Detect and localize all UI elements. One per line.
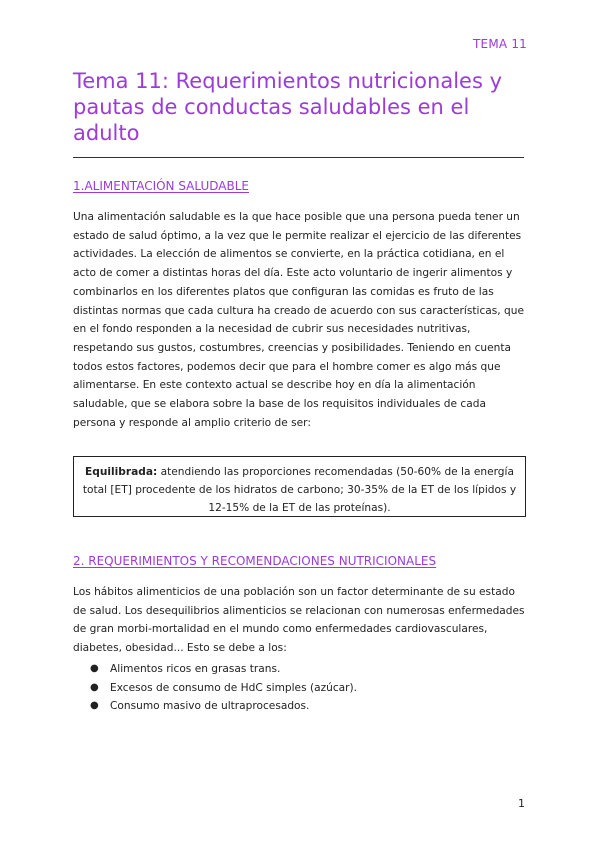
page-title: Tema 11: Requerimientos nutricionales y pautas de conductas saludables en el adulto	[73, 69, 502, 145]
list-item: ● Alimentos ricos en grasas trans.	[73, 660, 527, 679]
bullet-list	[73, 660, 527, 716]
page-number: 1	[518, 797, 525, 810]
list-item: ● Consumo masivo de ultraprocesados.	[73, 697, 527, 716]
section-1-paragraph: Una alimentación saludable es la que hace posible que una persona pueda tener un estado de salud óptimo, a la vez que le permite realizar el ejercicio de las diferentes actividades. La elección de alimentos se convierte, en la práctica cotidiana, en el acto de comer a distintas horas del día. Este acto voluntario de ingerir alimentos y combinarlos en los diferentes platos que configuran las comidas es fruto de las distintas normas que cada cultura ha creado de acuerdo con sus características, que en el fondo responden a la necesidad de cubrir sus necesidades nutritivas, respetando sus gustos, costumbres, creencias y posibilidades. Teniendo en cuenta todos estos factores, podemos decir que para el hombre comer es algo más que alimentarse. En este contexto actual se describe hoy en día la alimentación saludable, que se elabora sobre la base de los requisitos individuales de cada persona y responde al amplio criterio de ser:	[73, 211, 524, 429]
bullet-icon: ●	[90, 700, 99, 711]
bullet-icon: ●	[90, 681, 99, 693]
section-heading-requerimientos: 2. REQUERIMIENTOS Y RECOMENDACIONES NUTRICIONALES	[73, 554, 437, 568]
title-divider	[73, 157, 524, 158]
list-item: ● Excesos de consumo de HdC simples (azúcar).	[73, 679, 527, 698]
definition-text: atendiendo las proporciones recomendadas (50-60% de la energía total [ET] procedente de los hidratos de carbono; 30-35% de la ET de los lípidos y 12-15% de la ET de las proteínas).	[82, 466, 517, 514]
section-2-paragraph: Los hábitos alimenticios de una población son un factor determinante de su estado de salud. Los desequilibrios alimenticios se relacionan con numerosas enfermedades de gran morbi-mortalidad en el mundo como enfermedades cardiovasculares, diabetes, obesidad... Esto se debe a los:	[73, 586, 525, 655]
header-tag: TEMA 11	[473, 37, 527, 51]
definition-term: Equilibrada:	[85, 466, 158, 478]
section-heading-alimentacion: 1.ALIMENTACIÓN SALUDABLE	[73, 179, 250, 193]
definition-box	[73, 456, 526, 517]
bullet-icon: ●	[90, 663, 99, 674]
